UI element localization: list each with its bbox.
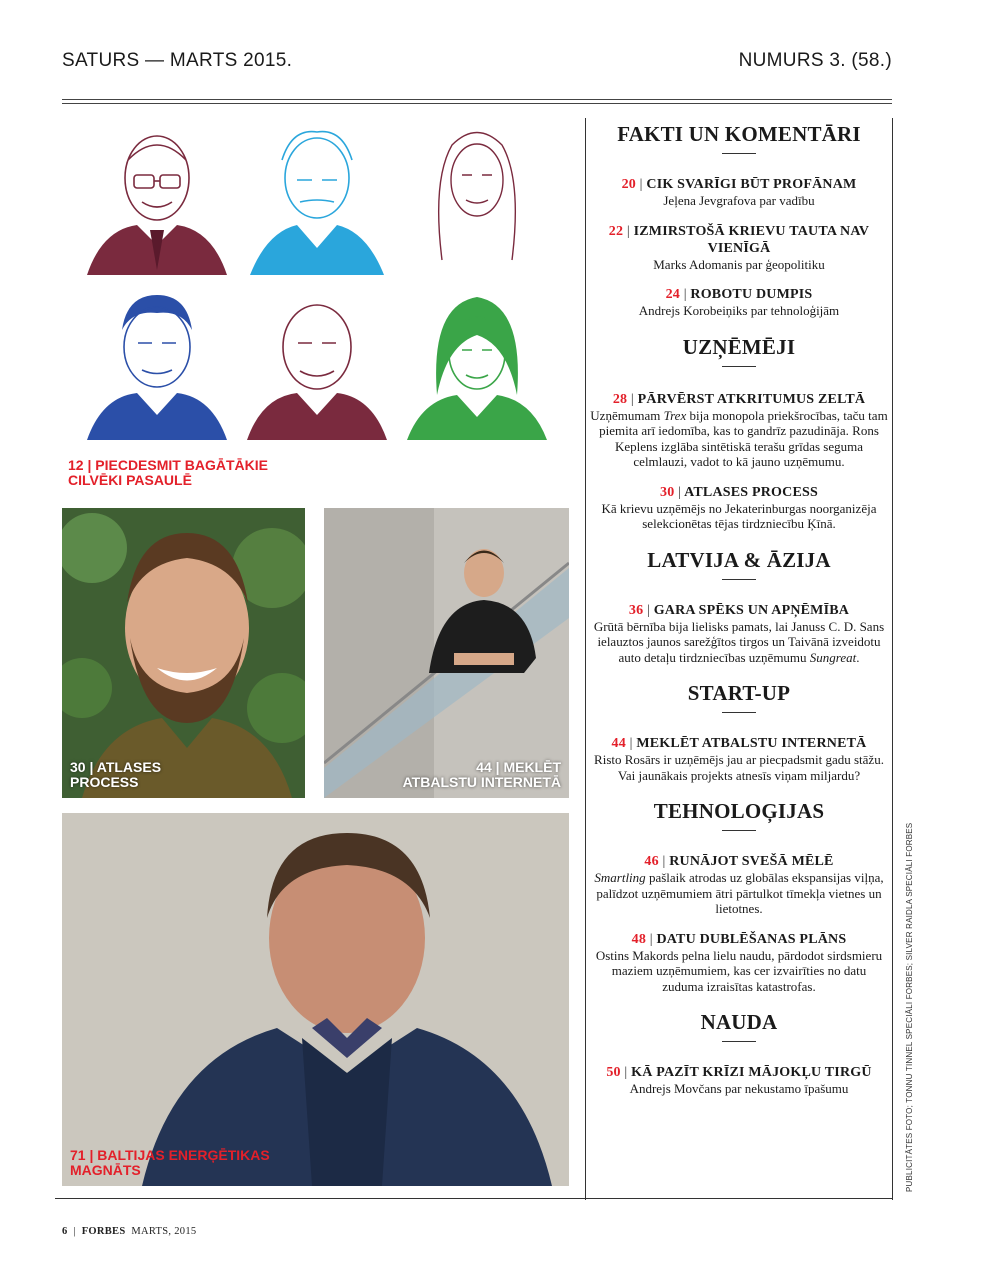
entry-heading: CIK SVARĪGI BŪT PROFĀNAM xyxy=(646,177,857,192)
entry-title: 44 | MEKLĒT ATBALSTU INTERNETĀ xyxy=(611,736,867,751)
desc-text: Uzņēmumam xyxy=(590,407,664,423)
toc-entry[interactable] xyxy=(590,602,888,666)
photo-meklet-atbalstu xyxy=(324,508,569,798)
entry-description: Ostins Makords pelna lielu naudu, pārdodot sirdsmieru maziem uzņēmumiem, kas cer izvairīties no datu zuduma izraisītas katastrofas. xyxy=(595,947,883,994)
entry-title: 20 | CIK SVARĪGI BŪT PROFĀNAM xyxy=(621,177,857,192)
footer-separator: | xyxy=(73,1226,76,1237)
column-divider xyxy=(585,118,586,1200)
page-number: 36 xyxy=(628,602,644,618)
portrait-illustration xyxy=(402,120,552,275)
section-title: UZŅĒMĒJI xyxy=(682,334,796,359)
section-rule xyxy=(722,579,756,580)
header-divider xyxy=(62,99,892,100)
entry-description xyxy=(590,870,888,917)
footer-brand: FORBES xyxy=(81,1226,126,1237)
portrait-illustration xyxy=(242,285,392,440)
entry-description: Andrejs Korobeiņiks par tehnoloģijām xyxy=(638,303,840,318)
entry-heading: PĀRVĒRST ATKRITUMUS ZELTĀ xyxy=(637,391,866,407)
entry-title: 22 | IZMIRSTOŠĀ KRIEVU TAUTA NAV VIENĪGĀ xyxy=(608,223,870,256)
entry-description xyxy=(590,619,888,666)
section-rule xyxy=(722,1041,756,1042)
page-number: 50 xyxy=(606,1065,621,1080)
photo-baltijas-magnats xyxy=(62,813,569,1186)
entry-title: 48 | DATU DUBLĒŠANAS PLĀNS xyxy=(631,931,847,947)
section-title: START-UP xyxy=(687,681,791,705)
bottom-divider xyxy=(55,1198,585,1199)
page-number: 30 xyxy=(660,484,675,500)
page-number: 20 xyxy=(621,177,636,192)
entry-description: Andrejs Movčans par nekustamo īpašumu xyxy=(629,1081,849,1096)
entry-title: 36 | GARA SPĒKS UN APŅĒMĪBA xyxy=(628,602,850,618)
issue-number: NUMURS 3. (58.) xyxy=(738,50,892,71)
photo-caption: 30 | ATLASES PROCESS xyxy=(70,759,162,790)
feature-caption: 12 | PIECDESMIT BAGĀTĀKIE CILVĒKI PASAULĒ xyxy=(68,457,268,488)
header-divider-double xyxy=(62,103,892,104)
footer-page-number: 6 xyxy=(62,1226,68,1237)
photo-atlases-process xyxy=(62,508,305,798)
entry-description: Risto Rosārs ir uzņēmējs jau ar piecpadsmit gadu stāžu. Vai jaunākais projekts atnesīs viņam miljardu? xyxy=(594,752,884,783)
desc-text: pašlaik atrodas uz globālas ekspansijas viļņa, palīdzot uzņēmumiem ātri pārtulkot tīmekļa vietnes un lietotnes. xyxy=(596,870,884,916)
entry-title: 30 | ATLASES PROCESS xyxy=(660,484,818,500)
portrait-illustration xyxy=(242,120,392,275)
toc-entry[interactable] xyxy=(590,286,888,319)
portrait-illustration xyxy=(82,120,232,275)
section-rule xyxy=(722,153,756,154)
photo-illustration xyxy=(62,813,569,1186)
entry-heading: GARA SPĒKS UN APŅĒMĪBA xyxy=(653,602,850,618)
entry-description: Kā krievu uzņēmējs no Jekaterinburgas noorganizēja selekcionētas tējas tirdzniecību Ķīnā. xyxy=(601,500,877,531)
desc-emphasis: Smartling xyxy=(594,870,646,885)
entry-heading: MEKLĒT ATBALSTU INTERNETĀ xyxy=(636,736,867,751)
toc-entry[interactable] xyxy=(590,735,888,783)
page-number: 24 xyxy=(665,287,680,302)
toc-entry[interactable] xyxy=(590,484,888,532)
entry-heading: KĀ PAZĪT KRĪZI MĀJOKĻU TIRGŪ xyxy=(631,1065,872,1080)
desc-text: Grūtā bērnība bija lielisks pamats, lai Januss C. D. Sans ielauztos jaunos sarežģītos tirgos un Taivānā izveidotu auto detaļu tirdzniecības uzņēmumu xyxy=(593,618,885,665)
column-divider-right xyxy=(892,118,893,1200)
entry-heading: ATLASES PROCESS xyxy=(684,484,818,500)
toc-entry[interactable] xyxy=(590,853,888,917)
page-number: 46 xyxy=(644,854,659,869)
section-rule xyxy=(722,366,756,367)
entry-heading: RUNĀJOT SVEŠĀ MĒLĒ xyxy=(669,854,834,869)
photo-caption: 71 | BALTIJAS ENERĢĒTIKAS MAGNĀTS xyxy=(70,1147,270,1178)
entry-title: 46 | RUNĀJOT SVEŠĀ MĒLĒ xyxy=(644,854,834,869)
photo-illustration xyxy=(62,508,305,798)
entry-title: 50 | KĀ PAZĪT KRĪZI MĀJOKĻU TIRGŪ xyxy=(606,1065,872,1080)
portrait-illustration xyxy=(402,285,552,440)
page-number: 28 xyxy=(612,391,628,407)
portrait-illustration xyxy=(82,285,232,440)
page-header-title: SATURS — MARTS 2015. xyxy=(62,50,293,71)
entry-title: 28 | PĀRVĒRST ATKRITUMUS ZELTĀ xyxy=(612,391,866,407)
section-rule xyxy=(722,712,756,713)
section-rule xyxy=(722,830,756,831)
entry-description: Marks Adomanis par ģeopolitiku xyxy=(653,256,825,272)
section-title: FAKTI UN KOMENTĀRI xyxy=(617,122,861,146)
section-title: NAUDA xyxy=(700,1010,778,1034)
entry-description: Jeļena Jevgrafova par vadību xyxy=(663,193,815,208)
photo-illustration xyxy=(324,508,569,798)
toc-entry[interactable] xyxy=(590,1064,888,1097)
toc-entry[interactable] xyxy=(590,176,888,209)
page-footer xyxy=(62,1226,196,1237)
footer-date: MARTS, 2015 xyxy=(131,1226,197,1237)
desc-emphasis: Sungreat xyxy=(809,649,857,665)
bottom-divider-right xyxy=(585,1198,892,1199)
entry-heading: ROBOTU DUMPIS xyxy=(690,287,813,302)
page-number: 44 xyxy=(611,736,626,751)
entry-description xyxy=(590,408,888,470)
toc-entry[interactable] xyxy=(590,931,888,995)
desc-text: bija monopola priekšrocības, taču tam piemita arī iedomība, kas to gandrīz pazudināja. Rons Keplens izglāba sintētiskā terašu grīdas seguma celmlauzi, vadot to kā jauno uzņēmumu. xyxy=(599,407,888,469)
desc-text: . xyxy=(856,649,860,665)
section-title: LATVIJA & ĀZIJA xyxy=(647,547,831,572)
photo-credit: PUBLICITĀTES FOTO; TONNU TINNEL SPECIĀLI FORBES; SILVER RAIDLA SPECIĀLI FORBES xyxy=(905,822,914,1192)
desc-emphasis: Trex xyxy=(663,407,687,423)
photo-caption: 44 | MEKLĒT ATBALSTU INTERNETĀ xyxy=(402,759,561,790)
toc-entry[interactable] xyxy=(590,223,888,273)
page-number: 48 xyxy=(631,931,647,947)
entry-heading: IZMIRSTOŠĀ KRIEVU TAUTA NAV VIENĪGĀ xyxy=(633,223,870,256)
portrait-grid xyxy=(62,115,542,455)
entry-title: 24 | ROBOTU DUMPIS xyxy=(665,287,813,302)
entry-heading: DATU DUBLĒŠANAS PLĀNS xyxy=(656,931,847,947)
table-of-contents xyxy=(590,118,888,1097)
toc-entry[interactable] xyxy=(590,391,888,470)
section-title: TEHNOLOĢIJAS xyxy=(653,799,825,823)
page-number: 22 xyxy=(608,223,624,239)
